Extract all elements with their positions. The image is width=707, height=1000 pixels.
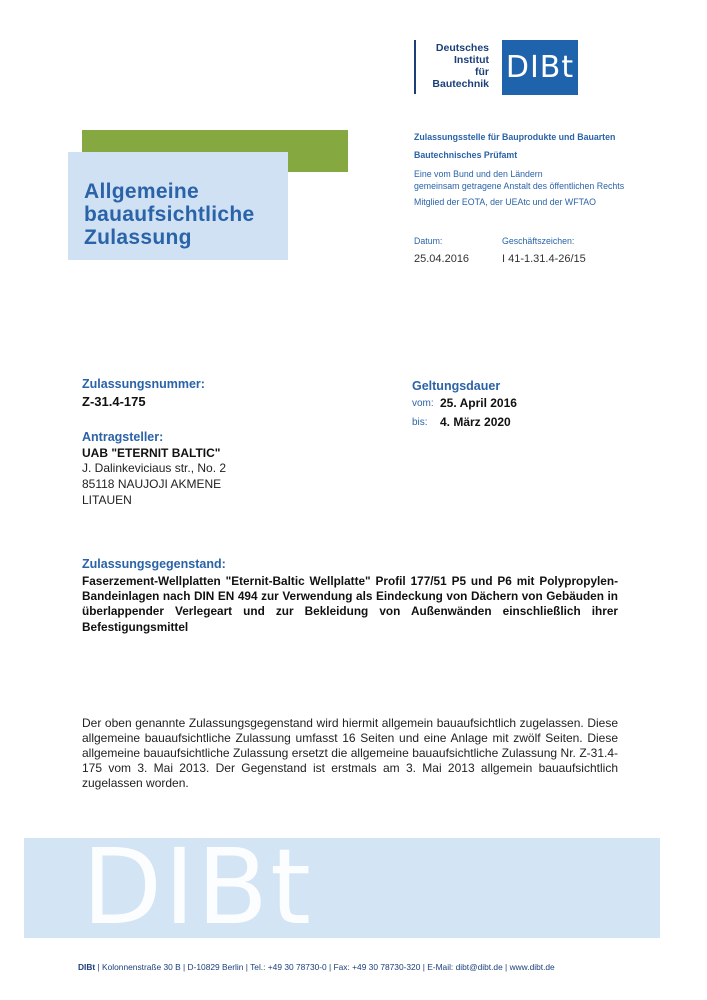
reference-value: I 41-1.31.4-26/15 bbox=[502, 253, 586, 265]
applicant-street: J. Dalinkeviciaus str., No. 2 bbox=[82, 461, 227, 475]
applicant-country: LITAUEN bbox=[82, 493, 132, 507]
validity-to-label: bis: bbox=[412, 417, 428, 428]
validity-from-value: 25. April 2016 bbox=[440, 396, 517, 410]
footer-brand: DIBt bbox=[78, 962, 96, 972]
institute-name-line: Deutsches bbox=[435, 42, 489, 54]
institute-name bbox=[420, 42, 489, 90]
approval-statement: Der oben genannte Zulassungsgegenstand wird hiermit allgemein bauaufsichtlich zugelassen. Diese allgemeine bauaufsichtliche Zulassung umfasst 16 Seiten und eine Anlage mit zwölf Seiten. Diese allgemeine bauaufsichtliche Zulassung ersetzt die allgemeine bauaufsichtliche Zulassung Nr. Z-31.4-175 vom 3. Mai 2013. Der Gegenstand ist erstmals am 3. Mai 2013 allgemein bauaufsichtlich zugelassen worden. bbox=[82, 716, 618, 790]
subject-label: Zulassungsgegenstand: bbox=[82, 557, 226, 571]
approval-number-value: Z-31.4-175 bbox=[82, 394, 146, 409]
institution-line-4: gemeinsam getragene Anstalt des öffentlichen Rechts bbox=[414, 181, 625, 191]
title-line: Allgemeine bbox=[84, 180, 200, 203]
validity-to-value: 4. März 2020 bbox=[440, 415, 511, 429]
institute-name-line: Bautechnik bbox=[432, 78, 489, 90]
institution-line-3: Eine vom Bund und den Ländern bbox=[414, 169, 543, 179]
footer-watermark-logo: DIBt bbox=[82, 826, 313, 948]
approval-number-label: Zulassungsnummer: bbox=[82, 377, 205, 391]
subject-text: Faserzement-Wellplatten "Eternit-Baltic Wellplatte" Profil 177/51 P5 und P6 mit Polypropylen-Bandeinlagen nach DIN EN 494 zur Verwendung als Eindeckung von Dächern von Gebäuden in überlappender Verlegeart und zur Bekleidung von Außenwänden einschließlich ihrer Befestigungsmittel bbox=[82, 574, 618, 634]
institution-line-2: Bautechnisches Prüfamt bbox=[414, 150, 518, 160]
validity-from-label: vom: bbox=[412, 398, 434, 409]
footer-contact bbox=[78, 962, 638, 972]
logo-divider bbox=[414, 40, 416, 94]
document-title bbox=[84, 180, 284, 249]
title-line: bauaufsichtliche bbox=[84, 203, 255, 226]
dibt-logo: DIBt bbox=[502, 40, 578, 95]
institution-line-5: Mitglied der EOTA, der UEAtc und der WFTAO bbox=[414, 197, 597, 207]
applicant-name: UAB "ETERNIT BALTIC" bbox=[82, 446, 221, 460]
institution-line-1: Zulassungsstelle für Bauprodukte und Bauarten bbox=[414, 132, 616, 142]
applicant-city: 85118 NAUJOJI AKMENE bbox=[82, 477, 222, 491]
institute-name-line: Institut bbox=[454, 54, 489, 66]
date-value: 25.04.2016 bbox=[414, 253, 470, 265]
institute-name-line: für bbox=[475, 66, 489, 78]
footer-address: | Kolonnenstraße 30 B | D-10829 Berlin | Tel.: +49 30 78730-0 | Fax: +49 30 78730-320 | E-Mail: dibt@dibt.de | www.dibt.de bbox=[97, 962, 555, 972]
reference-label: Geschäftszeichen: bbox=[502, 236, 575, 246]
applicant-label: Antragsteller: bbox=[82, 430, 164, 444]
validity-label: Geltungsdauer bbox=[412, 379, 501, 393]
title-line: Zulassung bbox=[84, 226, 192, 249]
date-label: Datum: bbox=[414, 236, 443, 246]
